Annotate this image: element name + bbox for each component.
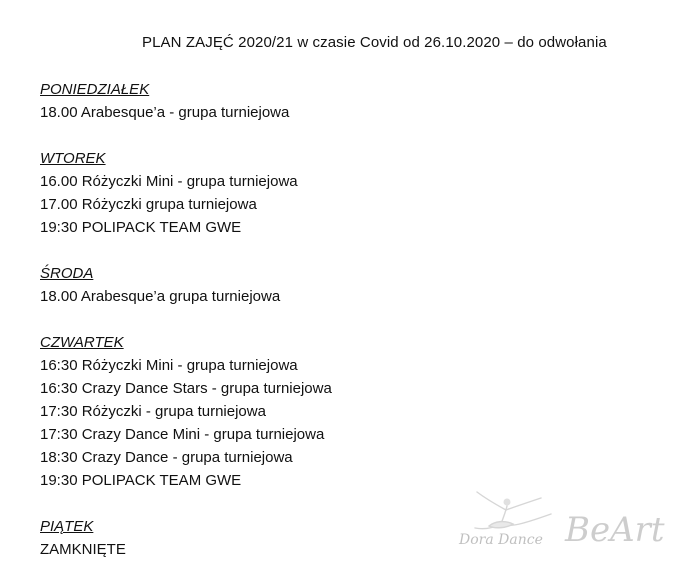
day-heading: ŚRODA [40, 265, 94, 282]
schedule-entry: 16:30 Crazy Dance Stars - grupa turniejowa [40, 380, 332, 397]
watermark-text-dora-dance: Dora Dance [459, 532, 543, 548]
schedule-entry: 16:30 Różyczki Mini - grupa turniejowa [40, 357, 298, 374]
schedule-entry: 18.00 Arabesque’a grupa turniejowa [40, 288, 281, 305]
schedule-entry: 19:30 POLIPACK TEAM GWE [40, 219, 242, 236]
schedule-entry: 17.00 Różyczki grupa turniejowa [40, 196, 257, 213]
day-section [40, 78, 660, 124]
day-heading: PIĄTEK [40, 518, 94, 535]
day-heading: PONIEDZIAŁEK [40, 81, 150, 98]
day-heading: WTOREK [40, 150, 106, 167]
schedule-entry: 18:30 Crazy Dance - grupa turniejowa [40, 449, 293, 466]
day-heading: CZWARTEK [40, 334, 124, 351]
schedule-title: PLAN ZAJĘĆ 2020/21 w czasie Covid od 26.10.2020 – do odwołania [142, 34, 607, 51]
day-section [40, 331, 660, 492]
schedule-entry: 18.00 Arabesque’a - grupa turniejowa [40, 104, 290, 121]
schedule-entry: 19:30 POLIPACK TEAM GWE [40, 472, 242, 489]
schedule-entry: 17:30 Crazy Dance Mini - grupa turniejowa [40, 426, 325, 443]
day-section [40, 147, 660, 239]
watermark-text-beart: BeArt [565, 510, 665, 550]
day-section [40, 262, 660, 308]
schedule-entry: 16.00 Różyczki Mini - grupa turniejowa [40, 173, 298, 190]
schedule-entry: ZAMKNIĘTE [40, 541, 126, 558]
studio-logo-watermark [455, 488, 685, 572]
schedule-entry: 17:30 Różyczki - grupa turniejowa [40, 403, 266, 420]
